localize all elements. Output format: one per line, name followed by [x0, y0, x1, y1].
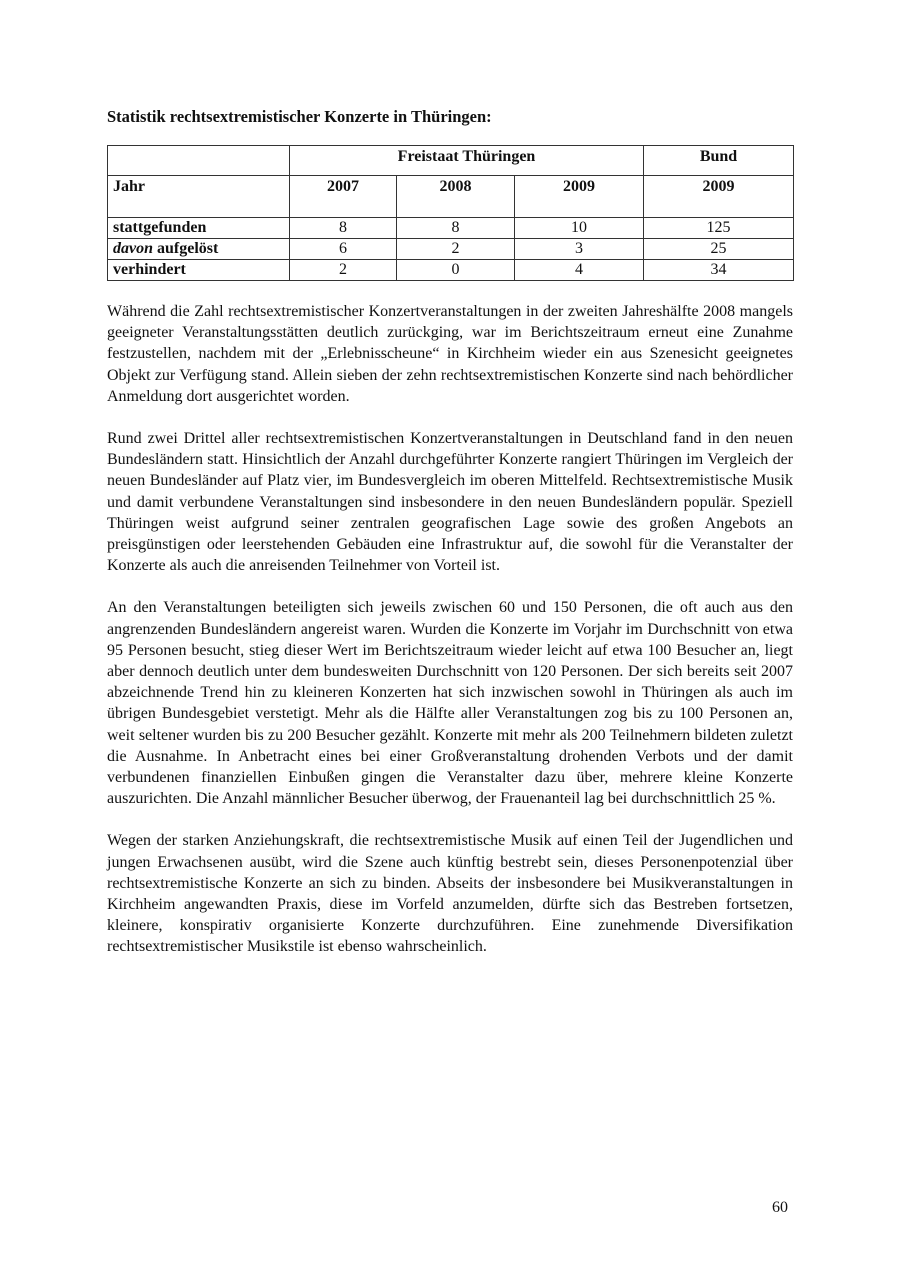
table-cell: 10 [515, 218, 644, 239]
table-cell: 6 [290, 239, 397, 260]
year-label: Jahr [108, 176, 290, 218]
table-cell: 4 [515, 260, 644, 281]
row-label-prefix: davon [113, 240, 153, 257]
table-cell: 25 [644, 239, 794, 260]
table-cell: 125 [644, 218, 794, 239]
table-cell: 3 [515, 239, 644, 260]
table-year-header-row [108, 176, 794, 218]
body-paragraph: Wegen der starken Anziehungskraft, die rechtsextremistische Musik auf einen Teil der Jugendlichen und jungen Erwachsenen ausübt, wird die Szene auch künftig bestrebt sein, dieses Personenpotenzial über rechtsextremistische Konzerte an sich zu binden. Abseits der insbesondere bei Musikveranstaltungen in Kirchheim angewandten Praxis, diese im Vorfeld anzumelden, dürfte sich das Bestreben fortsetzen, kleinere, konspirativ organisierte Konzerte durchzuführen. Eine zunehmende Diversifikation rechtsextremistischer Musikstile ist ebenso wahrscheinlich. [107, 832, 793, 956]
table-group-header-row [108, 146, 794, 176]
row-label [108, 239, 290, 260]
group-header-thuringia: Freistaat Thüringen [290, 146, 644, 176]
table-corner-cell [108, 146, 290, 176]
row-label: verhindert [108, 260, 290, 281]
group-header-federal: Bund [644, 146, 794, 176]
page-number: 60 [772, 1199, 788, 1216]
year-header: 2007 [290, 176, 397, 218]
year-header: 2008 [397, 176, 515, 218]
concert-statistics-table [107, 145, 794, 281]
table-cell: 8 [290, 218, 397, 239]
section-heading: Statistik rechtsextremistischer Konzerte in Thüringen: [107, 107, 492, 126]
row-label: stattgefunden [108, 218, 290, 239]
body-paragraph: Rund zwei Drittel aller rechtsextremistischen Konzertveranstaltungen in Deutschland fand in den neuen Bundesländern statt. Hinsichtlich der Anzahl durchgeführter Konzerte rangiert Thüringen im Vergleich der neuen Bundesländer auf Platz vier, im Bundesvergleich im oberen Mittelfeld. Rechtsextremistische Musik und damit verbundene Veranstaltungen sind insbesondere in den neuen Bundesländern populär. Speziell Thüringen weist aufgrund seiner zentralen geografischen Lage sowie des großen Angebots an preisgünstigen oder leerstehenden Gebäuden eine Infrastruktur auf, die sowohl für die Veranstalter der Konzerte als auch die anreisenden Teilnehmer von Vorteil ist. [107, 430, 793, 575]
year-header: 2009 [515, 176, 644, 218]
row-label-text: aufgelöst [157, 240, 219, 257]
table-cell: 34 [644, 260, 794, 281]
table-row [108, 260, 794, 281]
table-cell: 2 [397, 239, 515, 260]
table-cell: 8 [397, 218, 515, 239]
year-header: 2009 [644, 176, 794, 218]
table-row [108, 239, 794, 260]
table-cell: 0 [397, 260, 515, 281]
body-paragraph: An den Veranstaltungen beteiligten sich jeweils zwischen 60 und 150 Personen, die oft auch aus den angrenzenden Bundesländern angereist waren. Wurden die Konzerte im Vorjahr im Durchschnitt von etwa 95 Personen besucht, stieg dieser Wert im Berichtszeitraum wieder leicht auf etwa 100 Besucher an, liegt aber dennoch deutlich unter dem bundesweiten Durchschnitt von 120 Personen. Der sich bereits seit 2007 abzeichnende Trend hin zu kleineren Konzerten hat sich inzwischen sowohl in Thüringen als auch im übrigen Bundesgebiet verstetigt. Mehr als die Hälfte aller Veranstaltungen zog bis zu 100 Personen an, weit seltener wurden bis zu 200 Besucher gezählt. Konzerte mit mehr als 200 Teilnehmern bildeten zuletzt die Ausnahme. In Anbetracht eines bei einer Großveranstaltung drohenden Verbots und der damit verbundenen finanziellen Einbußen gingen die Veranstalter dazu über, mehrere kleine Konzerte auszurichten. Die Anzahl männlicher Besucher überwog, der Frauenanteil lag bei durchschnittlich 25 %. [107, 599, 793, 808]
body-paragraph: Während die Zahl rechtsextremistischer Konzertveranstaltungen in der zweiten Jahreshälfte 2008 mangels geeigneter Veranstaltungsstätten deutlich zurückging, war im Berichtszeitraum erneut eine Zunahme festzustellen, nachdem mit der „Erlebnisscheune“ in Kirchheim wieder ein aus Szenesicht geeignetes Objekt zur Verfügung stand. Allein sieben der zehn rechtsextremistischen Konzerte sind nach behördlicher Anmeldung dort ausgerichtet worden. [107, 303, 793, 405]
table-row [108, 218, 794, 239]
document-page [107, 100, 793, 958]
table-cell: 2 [290, 260, 397, 281]
